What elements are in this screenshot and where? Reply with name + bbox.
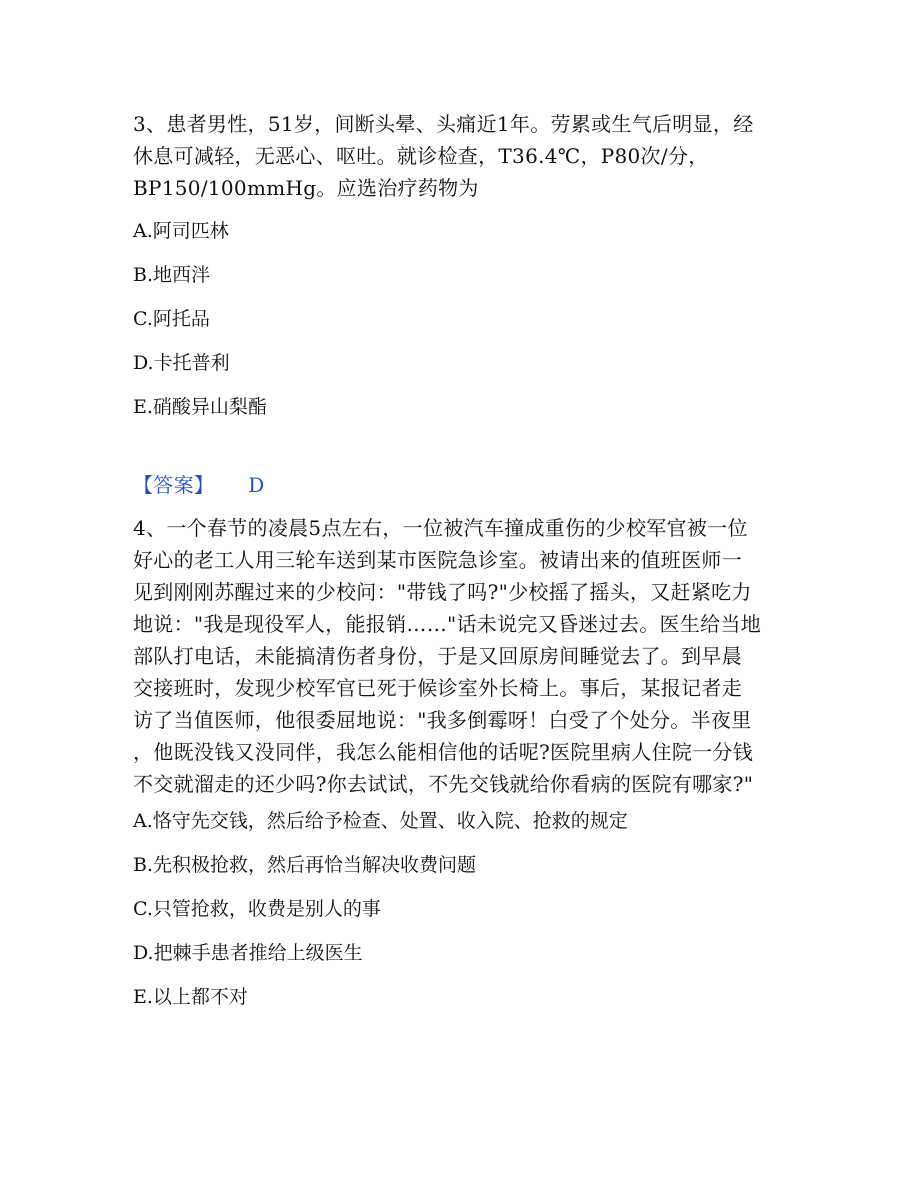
q4-text-line: 访了当值医师，他很委屈地说："我多倒霉呀！白受了个处分。半夜里: [133, 708, 752, 732]
answer-value: D: [248, 473, 265, 497]
q3-option-b: B.地西泮: [133, 264, 211, 286]
q3-text-line: 3、患者男性，51岁，间断头晕、头痛近1年。劳累或生气后明显，经: [133, 112, 754, 136]
q4-option-d: D.把棘手患者推给上级医生: [133, 942, 363, 964]
q4-option-e: E.以上都不对: [133, 986, 248, 1008]
q3-option-d: D.卡托普利: [133, 352, 230, 374]
q4-text-line: ，他既没钱又没同伴，我怎么能相信他的话呢?医院里病人住院一分钱: [133, 740, 754, 764]
q4-text-line: 部队打电话，未能搞清伤者身份，于是又回原房间睡觉去了。到早晨: [133, 644, 742, 668]
q4-text-line: 见到刚刚苏醒过来的少校问："带钱了吗?"少校摇了摇头，又赶紧吃力: [133, 580, 752, 604]
q4-text-line: 交接班时，发现少校军官已死于候诊室外长椅上。事后，某报记者走: [133, 676, 742, 700]
q4-option-a: A.恪守先交钱，然后给予检查、处置、收入院、抢救的规定: [133, 810, 628, 832]
q3-option-a: A.阿司匹林: [133, 220, 229, 242]
q3-option-c: C.阿托品: [133, 308, 210, 330]
q4-text-line: 好心的老工人用三轮车送到某市医院急诊室。被请出来的值班医师一: [133, 548, 742, 572]
answer-label: 【答案】: [133, 473, 215, 497]
answer-row: [133, 470, 265, 500]
q3-text-line: 休息可减轻，无恶心、呕吐。就诊检查，T36.4℃，P80次/分，: [133, 144, 709, 168]
q4-option-b: B.先积极抢救，然后再恰当解决收费问题: [133, 854, 477, 876]
q3-option-e: E.硝酸异山梨酯: [133, 396, 267, 418]
q4-text-line: 地说："我是现役军人，能报销……"话未说完又昏迷过去。医生给当地: [133, 612, 761, 636]
q4-text-line: 4、一个春节的凌晨5点左右，一位被汽车撞成重伤的少校军官被一位: [133, 516, 748, 540]
q4-text-line: 不交就溜走的还少吗?你去试试，不先交钱就给你看病的医院有哪家?": [133, 772, 754, 796]
q4-option-c: C.只管抢救，收费是别人的事: [133, 898, 381, 920]
q3-text-line: BP150/100mmHg。应选治疗药物为: [133, 176, 479, 200]
